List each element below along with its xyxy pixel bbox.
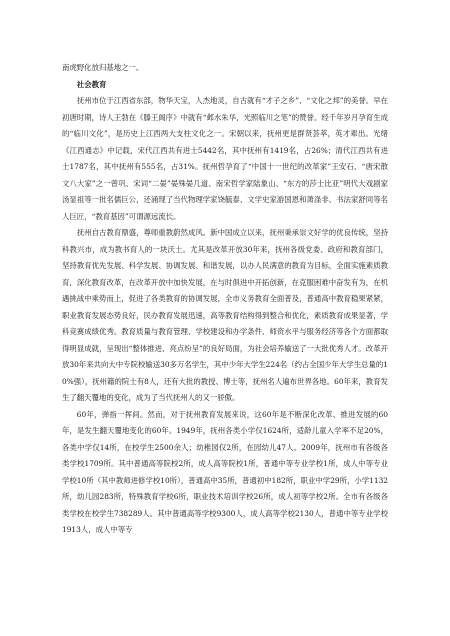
- section-heading: 社会教育: [76, 79, 107, 89]
- lead-line: 南虎野化放归基地之一。: [62, 63, 144, 72]
- document-page: [62, 60, 388, 539]
- paragraph-sixty-years: 60年，弹指一挥间。然而，对于抚州教育发展来说，这60年是不断深化改革、推进发展的60年，是发生翻天覆地变化的60年。1949年，抚州各类小学仅1624所，适龄儿童入学率不足20%，各类中学仅14所，在校学生2500余人；幼稚园仅2所，在园幼儿47人。2009年，抚州市有各级各类学校1709所。其中普通高等院校2所，成人高等院校1所，普通中等专业学校1所，成人中等专业学校10所（其中教师进修学校10所），普通高中35所，普通初中182所，职业中学29所，小学1132所，幼儿园283所，特殊教育学校6所，职业技术培训学校26所，成人初等学校2所。全市有各级各类学校在校学生738289人。其中普通高等学校9300人，成人高等学校2130人，普通中等专业学校1913人，成人中等专: [62, 409, 388, 534]
- paragraph-achievements: 抚州自古教育鼎盛，尊师重教蔚然成风。新中国成立以来，抚州秉承崇文好学的优良传统，坚持科教兴市，成为教书育人的一块沃土。尤其是改革开放30年来，抚州各级党委、政府和教育部门，坚持教育优先发展、科学发展、协调发展、和谐发展，以办人民满意的教育为目标，全面实施素质教育，深化教育改革，在改革开放中加快发展，在与时俱进中开拓创新，在克服困难中奋发有为，在机遇挑战中乘势而上，促进了各类教育的协调发展，全市义务教育全面普及，普通高中教育稳果紧紧，职业教育发展态势良好，民办教育发展迅速，高等教育结构得到整合和优化，素质教育成果显著，学科竞赛成绩优秀。教育质量与教育管理、学校建设和办学条件、师资水平与服务经济等各个方面都取得明显成就，呈现出“整体推进、亮点纷呈”的良好局面，为社会培养输送了一大批优秀人才。改革开放30年来共向大中专院校输送30多万名学生，其中少年大学生224名（约占全国少年大学生总量的10%强），抚州籍的院士有8人，还有大批的教授、博士等，抚州名人遍布世界各地。60年来，教育发生了翻天覆地的变化，成为了当代抚州人的又一骄傲。: [62, 228, 388, 402]
- paragraph-history: 抚州市位于江西省东部，物华天宝，人杰地灵，自古就有“才子之乡”、“文化之邦”的美誉。早在初唐时期，诗人王勃在《滕王阁序》中就有“邺水朱华，光照临川之笔”的赞誉。经千年岁月孕育生成的“临川文化”，是历史上江西两大支柱文化之一。宋朝以来，抚州更是群贤荟萃，英才辈出。光绪《江西通志》中记载，宋代江西共有进士5442名，其中抚州有1419名，占26%；清代江西共有进士1787名，其中抚州有555名，占31%。抚州哲孕育了“中国十一世纪的改革家”王安石、“唐宋散文八大家”之一曾巩、宋词“二晏”晏殊晏几道、南宋哲学家陆象山、“东方的莎士比亚”明代大戏剧家汤显祖等一批名儒巨公，还涌现了当代物理学家饶毓泰、文学史家游国恩和萧涤非、书法家舒同等名人巨匠，“教育基因”可谓源远流长。: [62, 96, 388, 221]
